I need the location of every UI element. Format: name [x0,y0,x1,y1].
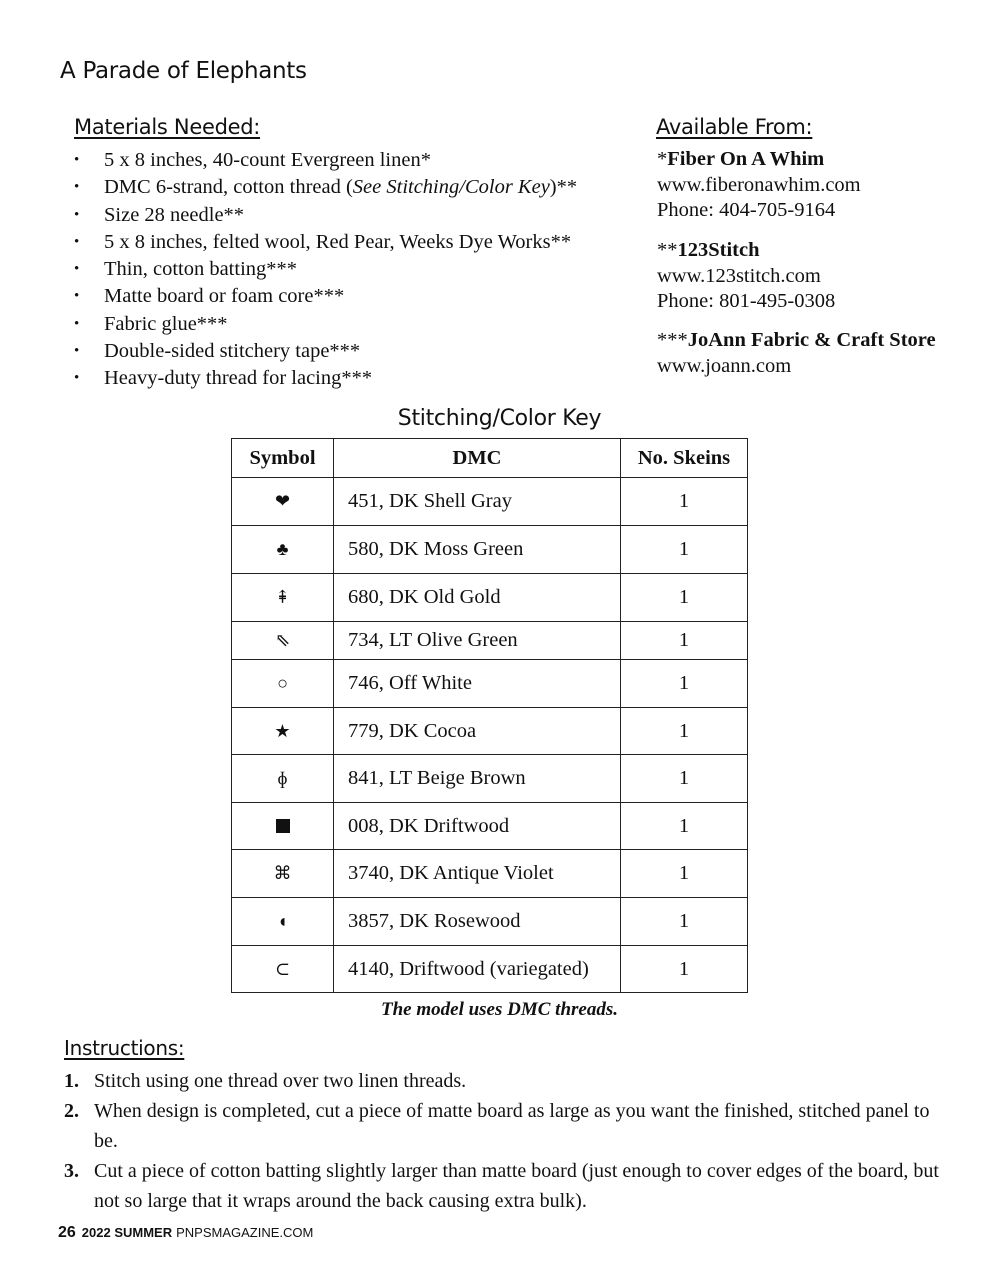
vendor-phone: Phone: 801-495-0308 [657,290,836,313]
vendor-url: www.123stitch.com [657,264,821,287]
table-row [232,755,748,803]
list-item: • 5 x 8 inches, felted wool, Red Pear, Weeks Dye Works** [74,229,577,256]
dmc-cell: 3857, DK Rosewood [334,898,621,946]
phi-symbol-icon: ɸ [277,768,288,788]
color-key-title: Stitching/Color Key [397,406,602,431]
diagonal-arrow-symbol-icon: ⇖ [274,630,291,650]
dmc-cell: 008, DK Driftwood [334,803,621,850]
instruction-step: 2. When design is completed, cut a piece of matte board as large as you want the finished, stitched panel to be. [64,1100,930,1152]
available-heading: Available From: [656,115,813,139]
skeins-cell: 1 [621,946,748,993]
symbol-cell [232,803,334,850]
skeins-cell: 1 [621,526,748,574]
bullet-icon: • [74,152,80,168]
vendor-123stitch: **123Stitch www.123stitch.com Phone: 801-495-0308 [657,238,835,315]
dmc-cell: 746, Off White [334,660,621,708]
symbol-cell [232,898,334,946]
skeins-cell: 1 [621,850,748,898]
instructions-list [64,1066,944,1216]
list-item: • Fabric glue*** [74,311,577,338]
filled-square-symbol-icon [276,819,290,833]
skeins-cell: 1 [621,898,748,946]
column-header-symbol: Symbol [232,439,334,478]
skeins-cell: 1 [621,574,748,622]
skeins-cell: 1 [621,803,748,850]
quarter-shape-symbol-icon: ◖ [277,911,288,931]
page-footer [58,1224,313,1242]
skeins-cell: 1 [621,755,748,803]
model-note: The model uses DMC threads. [381,999,618,1020]
list-item: • Size 28 needle** [74,202,577,229]
dmc-cell: 779, DK Cocoa [334,708,621,755]
skeins-cell: 1 [621,478,748,526]
symbol-cell [232,660,334,708]
instruction-step: 1. Stitch using one thread over two linen threads. [64,1070,467,1092]
column-header-dmc: DMC [334,439,621,478]
materials-heading: Materials Needed: [74,115,261,139]
vendor-url: www.joann.com [657,354,792,377]
table-row [232,946,748,993]
heart-symbol-icon: ❤ [274,491,291,511]
list-item: • DMC 6-strand, cotton thread (See Stitching/Color Key)** [74,174,577,201]
table-row [232,574,748,622]
color-key-table [231,438,748,993]
table-row [232,622,748,660]
table-row [232,803,748,850]
dmc-cell: 4140, Driftwood (variegated) [334,946,621,993]
bullet-icon: • [74,288,80,305]
dmc-cell: 734, LT Olive Green [334,622,621,660]
table-row [232,478,748,526]
instructions-heading: Instructions: [64,1036,185,1060]
bullet-icon: • [74,206,80,223]
list-item: • Heavy-duty thread for lacing*** [74,365,577,392]
bullet-icon: • [74,315,80,332]
dmc-cell: 451, DK Shell Gray [334,478,621,526]
list-item: • Double-sided stitchery tape*** [74,338,577,365]
dmc-cell: 841, LT Beige Brown [334,755,621,803]
vendor-joann: ***JoAnn Fabric & Craft Store www.joann.com [657,328,936,379]
symbol-cell [232,708,334,755]
symbol-cell [232,526,334,574]
materials-list [74,147,577,393]
bullet-icon: • [74,179,80,196]
symbol-cell [232,850,334,898]
vendor-url: www.fiberonawhim.com [657,173,861,196]
symbol-cell [232,574,334,622]
instruction-step: 3. Cut a piece of cotton batting slightly larger than matte board (just enough to cover edges of the board, but not so large that it wraps around the back causing extra bulk). [64,1160,939,1212]
dmc-cell: 580, DK Moss Green [334,526,621,574]
vendor-phone: Phone: 404-705-9164 [657,199,836,222]
list-item: • Matte board or foam core*** [74,283,577,310]
vendor-fiber-on-a-whim: *Fiber On A Whim www.fiberonawhim.com Phone: 404-705-9164 [657,147,861,224]
column-header-skeins: No. Skeins [621,439,748,478]
bullet-icon: • [74,233,80,250]
symbol-cell [232,755,334,803]
skeins-cell: 1 [621,660,748,708]
table-header-row [232,439,748,478]
table-row [232,526,748,574]
star-symbol-icon: ★ [274,720,291,741]
bullet-icon: • [74,370,80,387]
club-symbol-icon: ♣ [276,539,289,559]
page-title: A Parade of Elephants [60,58,307,84]
c-arrow-symbol-icon: ⊂ [274,958,291,979]
list-item: • 5 x 8 inches, 40-count Evergreen linen* [74,147,577,174]
table-row [232,850,748,898]
circle-symbol-icon: ○ [277,673,288,693]
symbol-cell [232,478,334,526]
table-row [232,660,748,708]
list-item: • Thin, cotton batting*** [74,256,577,283]
bullet-icon: • [74,261,80,278]
table-row [232,898,748,946]
table-row [232,708,748,755]
command-key-symbol-icon: ⌘ [273,863,292,883]
skeins-cell: 1 [621,708,748,755]
symbol-cell [232,946,334,993]
site-label: PNPSMAGAZINE.COM [176,1225,314,1240]
skeins-cell: 1 [621,622,748,660]
dmc-cell: 3740, DK Antique Violet [334,850,621,898]
symbol-cell [232,622,334,660]
issue-label: 2022 SUMMER [81,1225,173,1240]
dmc-cell: 680, DK Old Gold [334,574,621,622]
bullet-icon: • [74,343,80,360]
tree-arrows-symbol-icon: ⇞ [274,587,291,607]
page-number: 26 [58,1224,76,1241]
